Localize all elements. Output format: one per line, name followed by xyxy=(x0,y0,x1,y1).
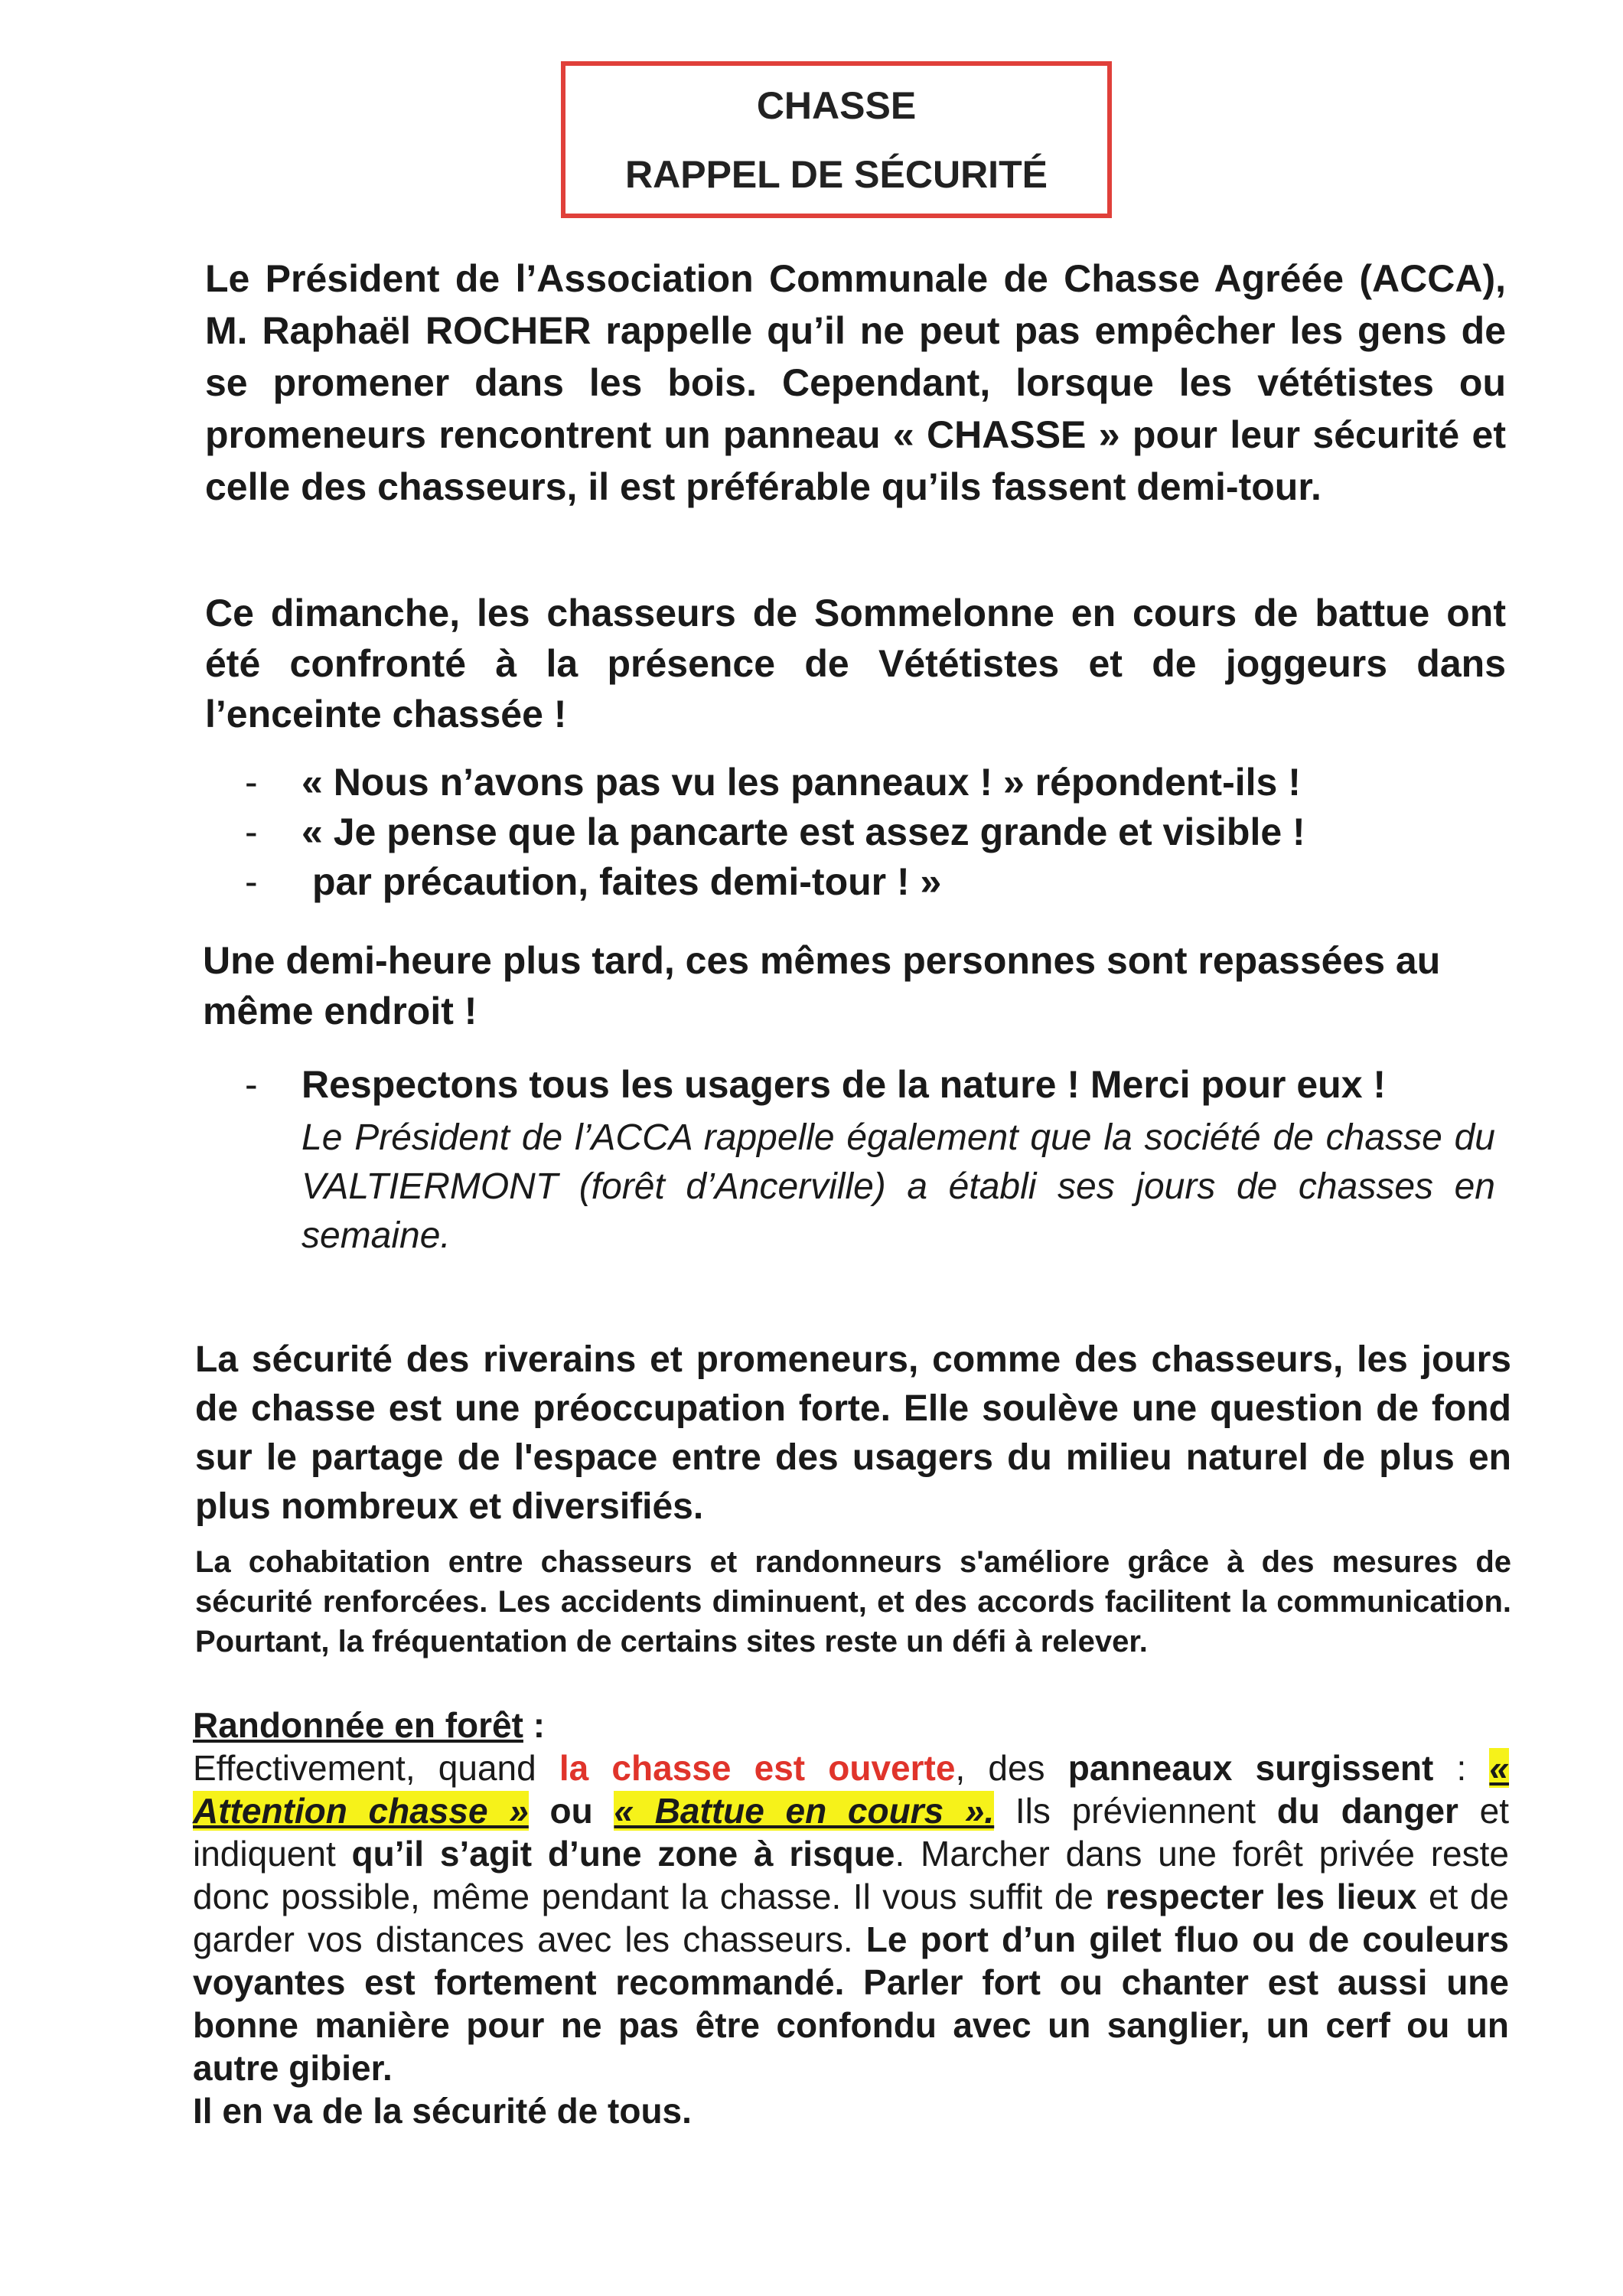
paragraph-dimanche: Ce dimanche, les chasseurs de Sommelonne en cours de battue ont été confronté à la présence de Vététistes et de joggeurs dans l’enceinte chassée ! xyxy=(205,592,1506,735)
dialogue-list xyxy=(245,758,1507,907)
rando-bold-text: Le port d’un gilet fluo ou de couleurs voyantes est fortement recommandé. Parler fort ou chanter est aussi une bonne manière pour ne pas être confondu avec un sanglier, un cerf ou un autre gibier. xyxy=(193,1919,1509,2088)
rando-text: . Marcher dans une forêt privée reste donc possible, même pendant la chasse. Il vous suffit de xyxy=(193,1834,1510,1916)
dialogue-item: - « Nous n’avons pas vu les panneaux ! » répondent-ils ! xyxy=(245,758,1507,807)
rando-text: : xyxy=(1433,1748,1490,1788)
rando-bold-text: respecter les lieux xyxy=(1105,1877,1417,1916)
rando-heading-line xyxy=(193,1704,1509,1746)
paragraph-demi-heure: Une demi-heure plus tard, ces mêmes personnes sont repassées au même endroit ! xyxy=(203,939,1441,1032)
dialogue-item: - « Je pense que la pancarte est assez grande et visible ! xyxy=(245,807,1507,857)
rando-text: et indiquent xyxy=(193,1791,1510,1874)
title-rappel: RAPPEL DE SÉCURITÉ xyxy=(625,152,1048,196)
section-randonnee xyxy=(193,1704,1509,2132)
rando-heading-colon: : xyxy=(523,1705,546,1745)
respect-item: - Respectons tous les usagers de la nature ! Merci pour eux ! xyxy=(245,1060,1507,1110)
highlight-battue-en-cours: « Battue en cours ». xyxy=(614,1791,995,1831)
rando-text: ou xyxy=(528,1791,614,1831)
rando-text: Effectivement, quand xyxy=(193,1748,559,1788)
respect-list xyxy=(245,1060,1507,1110)
rando-text: , des xyxy=(955,1748,1068,1788)
dialogue-item: - par précaution, faites demi-tour ! » xyxy=(245,857,1507,907)
paragraph-president: Le Président de l’Association Communale de Chasse Agréée (ACCA), M. Raphaël ROCHER rappelle qu’il ne peut pas empêcher les gens de se promener dans les bois. Cependant, lorsque les vététistes ou promeneurs rencontrent un panneau « CHASSE » pour leur sécurité et celle des chasseurs, il est préférable qu’ils fassent demi-tour. xyxy=(205,257,1506,508)
paragraph-cohabitation: La cohabitation entre chasseurs et randonneurs s'améliore grâce à des mesures de sécurité renforcées. Les accidents diminuent, et des accords facilitent la communication. Pourtant, la fréquentation de certains sites reste un défi à relever. xyxy=(195,1545,1511,1658)
rando-bold-text: qu’il s’agit d’une zone à risque xyxy=(351,1834,895,1874)
highlight-attention-chasse: « Attention chasse » xyxy=(193,1748,1509,1831)
rando-closing: Il en va de la sécurité de tous. xyxy=(193,2091,692,2131)
rando-body xyxy=(193,1746,1509,2089)
rando-text: et de garder vos distances avec les chasseurs. xyxy=(193,1877,1509,1959)
rando-bold-text: panneaux surgissent xyxy=(1067,1748,1434,1788)
italic-note: Le Président de l’ACCA rappelle également que la société de chasse du VALTIERMONT (forêt d’Ancerville) a établi ses jours de chasses en semaine. xyxy=(301,1117,1495,1256)
rando-heading: Randonnée en forêt xyxy=(193,1705,523,1745)
rando-red-text: la chasse est ouverte xyxy=(559,1748,956,1788)
title-chasse: CHASSE xyxy=(756,83,917,127)
paragraph-securite: La sécurité des riverains et promeneurs, comme des chasseurs, les jours de chasse est une préoccupation forte. Elle soulève une question de fond sur le partage de l'espace entre des usagers du milieu naturel de plus en plus nombreux et diversifiés. xyxy=(195,1339,1511,1527)
rando-text: Ils préviennent xyxy=(994,1791,1277,1831)
rando-bold-text: du danger xyxy=(1276,1791,1458,1831)
title-box xyxy=(561,61,1112,218)
